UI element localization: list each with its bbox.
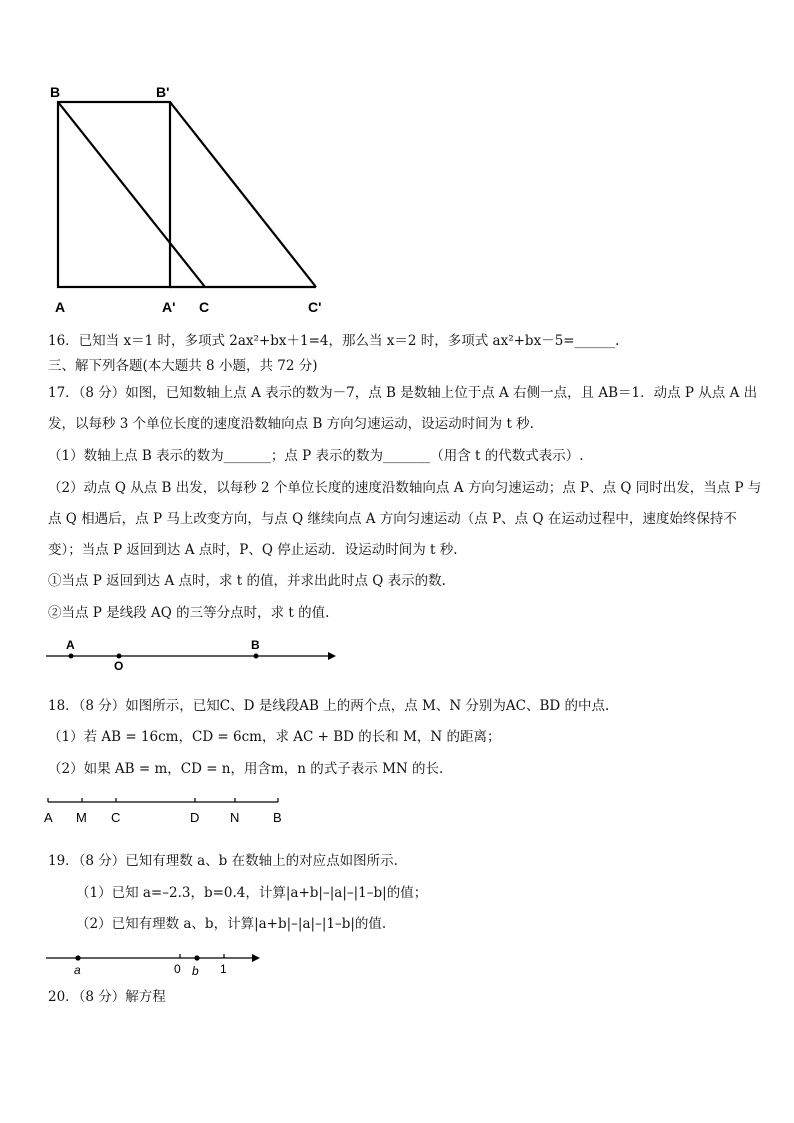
question-18-line1: 18．（8 分）如图所示，已知C、D 是线段AB 上的两个点，点 M、N 分别为AC、BD 的中点. — [48, 698, 610, 714]
label-one: 1 — [220, 962, 227, 976]
label-A: A — [66, 638, 75, 652]
question-17-sub2: ②当点 P 是线段 AQ 的三等分点时，求 t 的值. — [48, 605, 330, 621]
question-17-part2-line1: （2）动点 Q 从点 B 出发，以每秒 2 个单位长度的速度沿数轴向点 A 方向匀速运动；点 P、点 Q 同时出发，当点 P 与 — [48, 480, 762, 496]
label-A: A — [55, 299, 66, 315]
q19-number-line — [40, 946, 280, 982]
question-19-part1: （1）已知 a=–2.3，b=0.4，计算|a+b|–|a|–|1–b|的值； — [76, 885, 428, 901]
label-b: b — [192, 964, 199, 978]
label-D: D — [190, 810, 200, 825]
point-B — [254, 654, 259, 659]
label-N: N — [230, 810, 240, 825]
label-B: B — [251, 638, 260, 652]
q18-segment-figure — [40, 790, 300, 830]
question-20: 20．（8 分）解方程 — [48, 989, 166, 1005]
label-C: C — [111, 810, 121, 825]
question-17-part2-line3: 变）；当点 P 返回到达 A 点时，P、Q 停止运动．设运动时间为 t 秒. — [48, 542, 458, 558]
label-C: C — [199, 299, 210, 315]
label-a: a — [74, 963, 81, 977]
label-B: B — [273, 810, 282, 825]
label-B: B — [50, 84, 61, 100]
question-19-line1: 19．（8 分）已知有理数 a、b 在数轴上的对应点如图所示. — [48, 853, 398, 869]
question-17-part1: （1）数轴上点 B 表示的数为_______；点 P 表示的数为_______（用含 t 的代数式表示）. — [48, 448, 584, 464]
q17-number-line — [40, 634, 380, 674]
question-17-line1: 17．（8 分）如图，已知数轴上点 A 表示的数为－7，点 B 是数轴上位于点 A 右侧一点，且 AB＝1．动点 P 从点 A 出 — [48, 385, 758, 401]
point-b — [194, 955, 199, 960]
label-A-prime: A' — [162, 299, 176, 315]
question-17-part2-line2: 点 Q 相遇后，点 P 马上改变方向，与点 Q 继续向点 A 方向匀速运动（点 P、点 Q 在运动过程中，速度始终保持不 — [48, 511, 737, 527]
question-17-line2: 发，以每秒 3 个单位长度的速度沿数轴向点 B 方向匀速运动，设运动时间为 t 秒. — [48, 416, 534, 432]
point-a — [75, 955, 80, 960]
label-B-prime: B' — [156, 84, 170, 100]
question-16: 16．已知当 x＝1 时，多项式 2ax²+bx＋1=4，那么当 x＝2 时，多项式 ax²+bx－5=______. — [48, 333, 620, 349]
section-3-heading: 三、解下列各题(本大题共 8 小题，共 72 分) — [48, 358, 318, 374]
label-O: O — [114, 659, 124, 673]
label-C-prime: C' — [308, 299, 322, 315]
label-zero: 0 — [174, 962, 181, 976]
label-A: A — [44, 810, 53, 825]
point-A — [69, 654, 74, 659]
question-17-sub1: ①当点 P 返回到达 A 点时，求 t 的值，并求出此时点 Q 表示的数. — [48, 573, 446, 589]
parallelogram-figure — [0, 0, 794, 330]
question-19-part2: （2）已知有理数 a、b，计算|a+b|–|a|–|1–b|的值. — [76, 916, 387, 932]
question-18-part1: （1）若 AB = 16cm，CD = 6cm，求 AC + BD 的长和 M，N 的距离； — [48, 729, 501, 745]
question-18-part2: （2）如果 AB = m，CD = n，用含m，n 的式子表示 MN 的长. — [48, 761, 444, 777]
label-M: M — [76, 810, 87, 825]
point-O — [117, 654, 122, 659]
